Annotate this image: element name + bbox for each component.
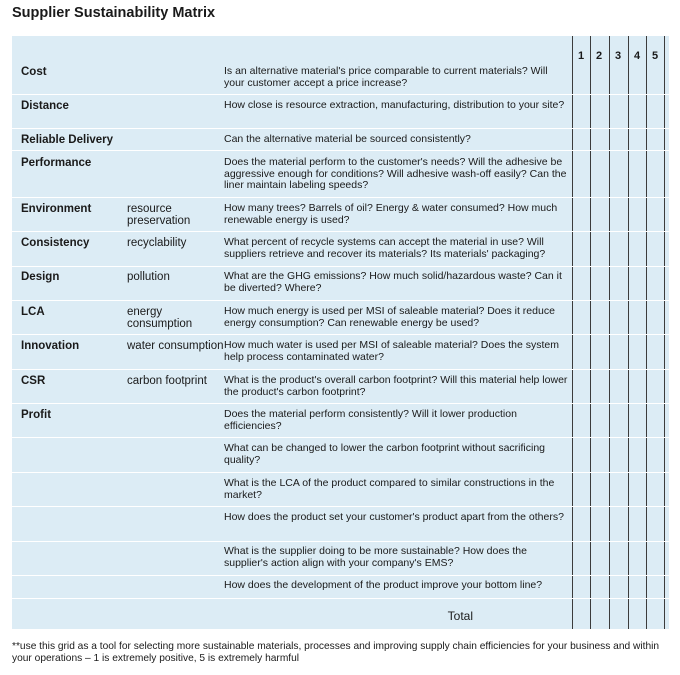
page-title: Supplier Sustainability Matrix <box>12 5 216 21</box>
row-divider <box>12 300 669 301</box>
category-label: Environment <box>21 203 92 215</box>
question-text: How much energy is used per MSI of saleable material? Does it reduce energy consumption? Can renewable energy be used? <box>224 305 555 329</box>
question-text: How does the product set your customer's product apart from the others? <box>224 511 564 523</box>
subcategory-label: pollution <box>127 271 170 283</box>
question-text: What are the GHG emissions? How much solid/hazardous waste? Can it be diverted? Where? <box>224 270 562 294</box>
question-text: What is the LCA of the product compared to similar constructions in the market? <box>224 477 555 501</box>
category-label: LCA <box>21 306 45 318</box>
category-label: Cost <box>21 66 47 78</box>
row-divider <box>12 369 669 370</box>
row-divider <box>12 334 669 335</box>
row-divider <box>12 598 669 599</box>
subcategory-label: carbon footprint <box>127 375 207 387</box>
category-label: Profit <box>21 409 52 421</box>
category-label: Innovation <box>21 340 80 352</box>
question-text: What percent of recycle systems can accept the material in use? Will suppliers retrieve and recover its materials? Its materials' packaging? <box>224 236 546 260</box>
question-text: How close is resource extraction, manufacturing, distribution to your site? <box>224 99 565 111</box>
matrix-table <box>12 36 669 629</box>
category-label: Consistency <box>21 237 90 249</box>
category-label: Performance <box>21 157 92 169</box>
row-divider <box>12 150 669 151</box>
question-text: What is the supplier doing to be more sustainable? How does the supplier's action align with your company's EMS? <box>224 545 527 569</box>
subcategory-label: recyclability <box>127 237 187 249</box>
row-divider <box>12 506 669 507</box>
row-divider <box>12 437 669 438</box>
question-text: What can be changed to lower the carbon footprint without sacrificing quality? <box>224 442 546 466</box>
question-text: How many trees? Barrels of oil? Energy & water consumed? How much renewable energy is used? <box>224 202 558 226</box>
scale-header-1: 1 <box>577 50 585 62</box>
row-divider <box>12 403 669 404</box>
question-text: How does the development of the product improve your bottom line? <box>224 579 543 591</box>
subcategory-label: energy consumption <box>127 306 193 330</box>
row-divider <box>12 231 669 232</box>
row-divider <box>12 575 669 576</box>
subcategory-label: water consumption <box>127 340 224 352</box>
row-divider <box>12 541 669 542</box>
row-divider <box>12 128 669 129</box>
row-divider <box>12 197 669 198</box>
category-label: Reliable Delivery <box>21 134 114 146</box>
row-divider <box>12 94 669 95</box>
question-text: What is the product's overall carbon footprint? Will this material help lower the product's carbon footprint? <box>224 374 568 398</box>
question-text: Can the alternative material be sourced consistently? <box>224 133 471 145</box>
total-label: Total <box>447 609 473 623</box>
row-divider <box>12 266 669 267</box>
question-text: Does the material perform consistently? Will it lower production efficiencies? <box>224 408 517 432</box>
scale-header-2: 2 <box>595 50 603 62</box>
question-text: How much water is used per MSI of saleable material? Does the system help process contaminated water? <box>224 339 559 363</box>
scale-header-4: 4 <box>633 50 641 62</box>
footnote: **use this grid as a tool for selecting more sustainable materials, processes and improving supply chain efficiencies for your business and within your operations – 1 is extremely positive, 5 is extremely harmful <box>12 641 660 664</box>
scale-header-5: 5 <box>651 50 659 62</box>
question-text: Is an alternative material's price comparable to current materials? Will your customer accept a price increase? <box>224 65 548 89</box>
category-label: CSR <box>21 375 46 387</box>
scale-header-3: 3 <box>614 50 622 62</box>
category-label: Distance <box>21 100 69 112</box>
subcategory-label: resource preservation <box>127 203 191 227</box>
row-divider <box>12 472 669 473</box>
question-text: Does the material perform to the customer's needs? Will the adhesive be aggressive enough for conditions? Will adhesive wash-off easily? Can the liner maintain labeling speeds? <box>224 156 567 191</box>
category-label: Design <box>21 271 60 283</box>
